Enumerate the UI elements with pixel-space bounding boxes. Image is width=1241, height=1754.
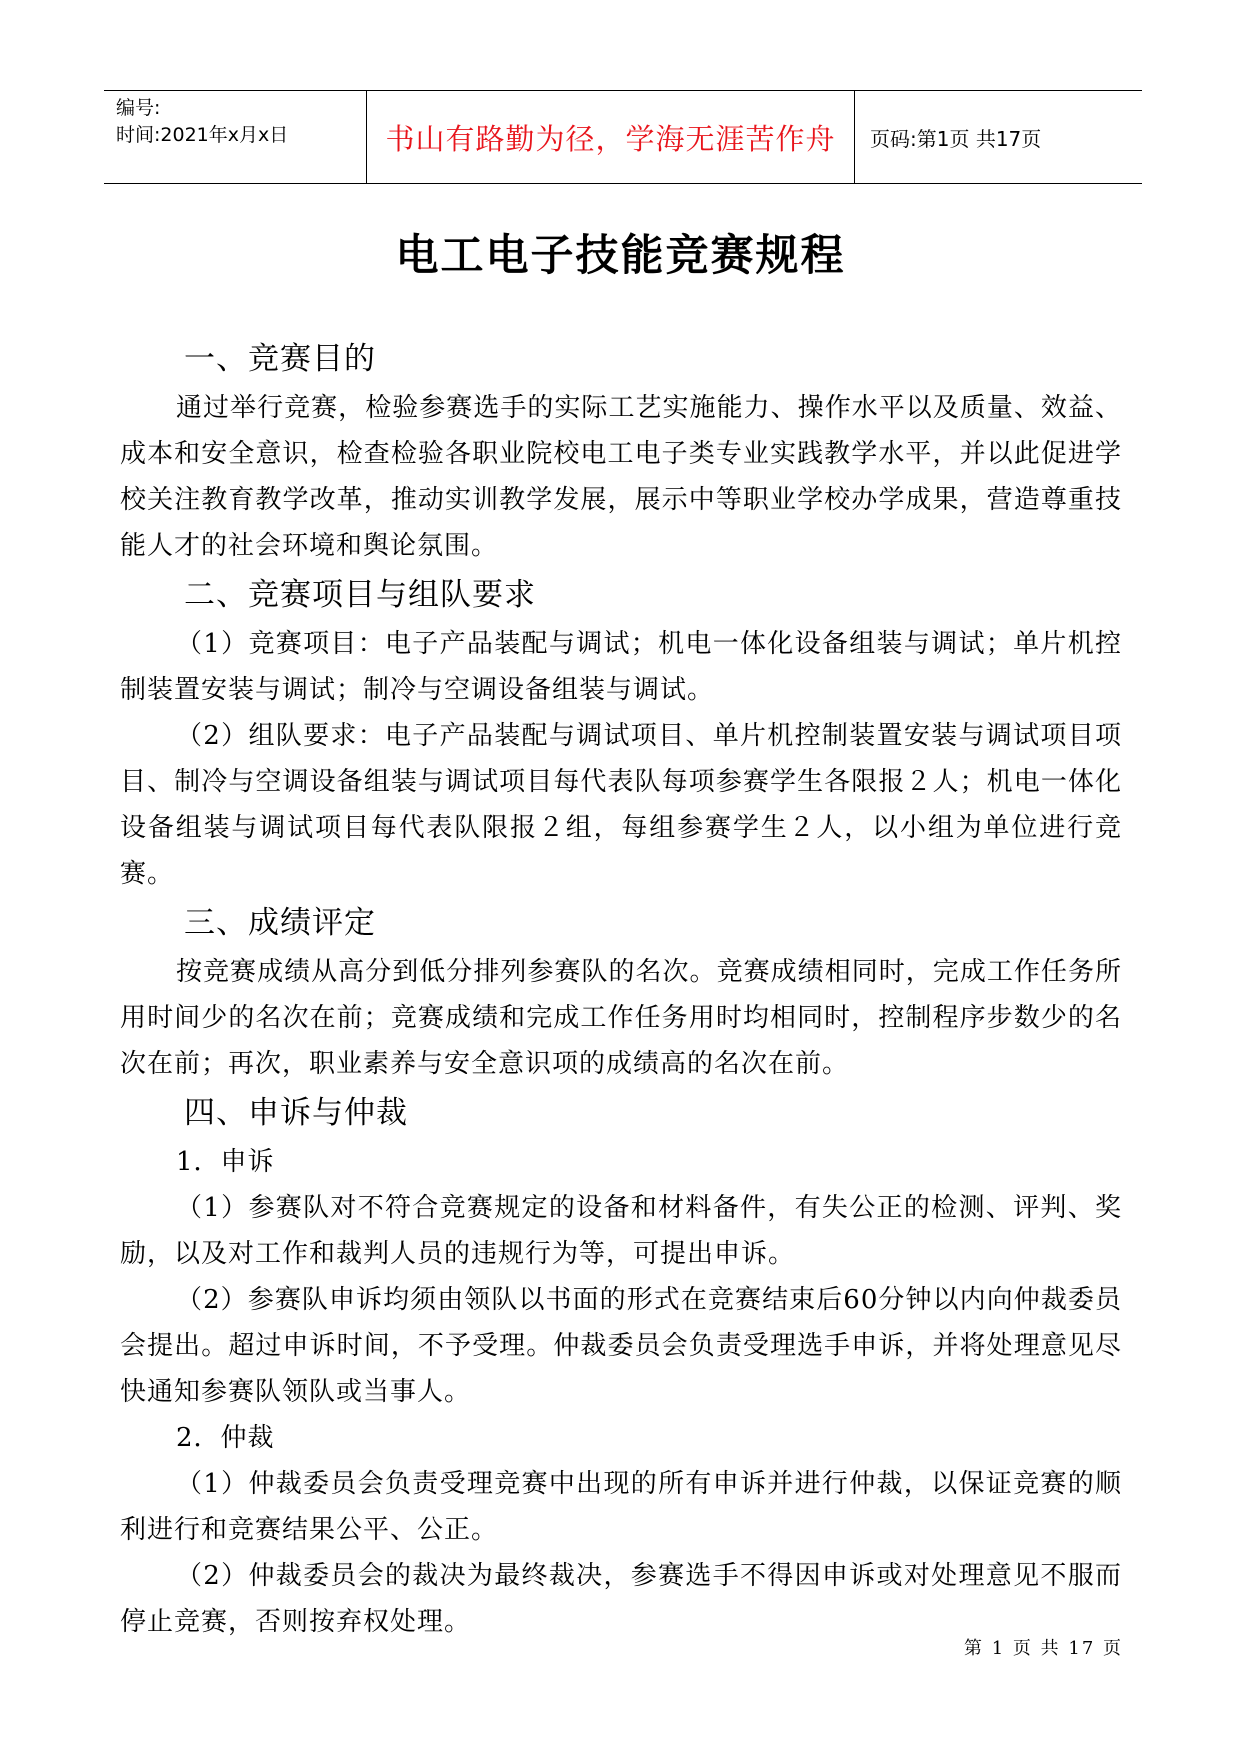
document-number-label: 编号: xyxy=(116,97,161,119)
page-footer: 第 1 页 共 17 页 xyxy=(964,1638,1123,1659)
paragraph: 通过举行竞赛，检验参赛选手的实际工艺实施能力、操作水平以及质量、效益、成本和安全意识，检查检验各职业院校电工电子类专业实践教学水平，并以此促进学校关注教育教学改革，推动实训教学发展，展示中等职业学校办学成果，营造尊重技能人才的社会环境和舆论氛围。 xyxy=(120,393,1122,561)
header-meta xyxy=(116,95,288,149)
page-header xyxy=(104,90,1142,184)
header-page-label: 页码:第1页 共17页 xyxy=(870,127,1042,151)
document-date-label: 时间:2021年x月x日 xyxy=(116,124,289,146)
paragraph: （1）仲裁委员会负责受理竞赛中出现的所有申诉并进行仲裁，以保证竞赛的顺利进行和竞赛结果公平、公正。 xyxy=(120,1469,1122,1545)
paragraph: 按竞赛成绩从高分到低分排列参赛队的名次。竞赛成绩相同时，完成工作任务所用时间少的名次在前；竞赛成绩和完成工作任务用时均相同时，控制程序步数少的名次在前；再次，职业素养与安全意识项的成绩高的名次在前。 xyxy=(120,957,1122,1079)
document-body xyxy=(120,333,1122,1645)
paragraph: （1）竞赛项目：电子产品装配与调试；机电一体化设备组装与调试；单片机控制装置安装与调试；制冷与空调设备组装与调试。 xyxy=(120,629,1122,705)
section-heading: 四、申诉与仲裁 xyxy=(184,1095,408,1131)
section-heading: 三、成绩评定 xyxy=(184,905,376,941)
section-heading: 二、竞赛项目与组队要求 xyxy=(184,577,536,613)
subheading: 2．仲裁 xyxy=(176,1423,275,1453)
paragraph: （2）组队要求：电子产品装配与调试项目、单片机控制装置安装与调试项目项目、制冷与空调设备组装与调试项目每代表队每项参赛学生各限报２人；机电一体化设备组装与调试项目每代表队限报２组，每组参赛学生２人，以小组为单位进行竞赛。 xyxy=(120,721,1122,889)
header-motto: 书山有路勤为径，学海无涯苦作舟 xyxy=(385,122,836,156)
paragraph: （2）仲裁委员会的裁决为最终裁决，参赛选手不得因申诉或对处理意见不服而停止竞赛，否则按弃权处理。 xyxy=(120,1561,1122,1637)
section-heading: 一、竞赛目的 xyxy=(184,341,376,377)
subheading: 1．申诉 xyxy=(176,1147,275,1177)
header-divider xyxy=(854,91,855,183)
document-title: 电工电子技能竞赛规程 xyxy=(395,231,846,281)
paragraph: （1）参赛队对不符合竞赛规定的设备和材料备件，有失公正的检测、评判、奖励，以及对工作和裁判人员的违规行为等，可提出申诉。 xyxy=(120,1193,1122,1269)
paragraph: （2）参赛队申诉均须由领队以书面的形式在竞赛结束后60分钟以内向仲裁委员会提出。超过申诉时间，不予受理。仲裁委员会负责受理选手申诉，并将处理意见尽快通知参赛队领队或当事人。 xyxy=(120,1285,1122,1407)
